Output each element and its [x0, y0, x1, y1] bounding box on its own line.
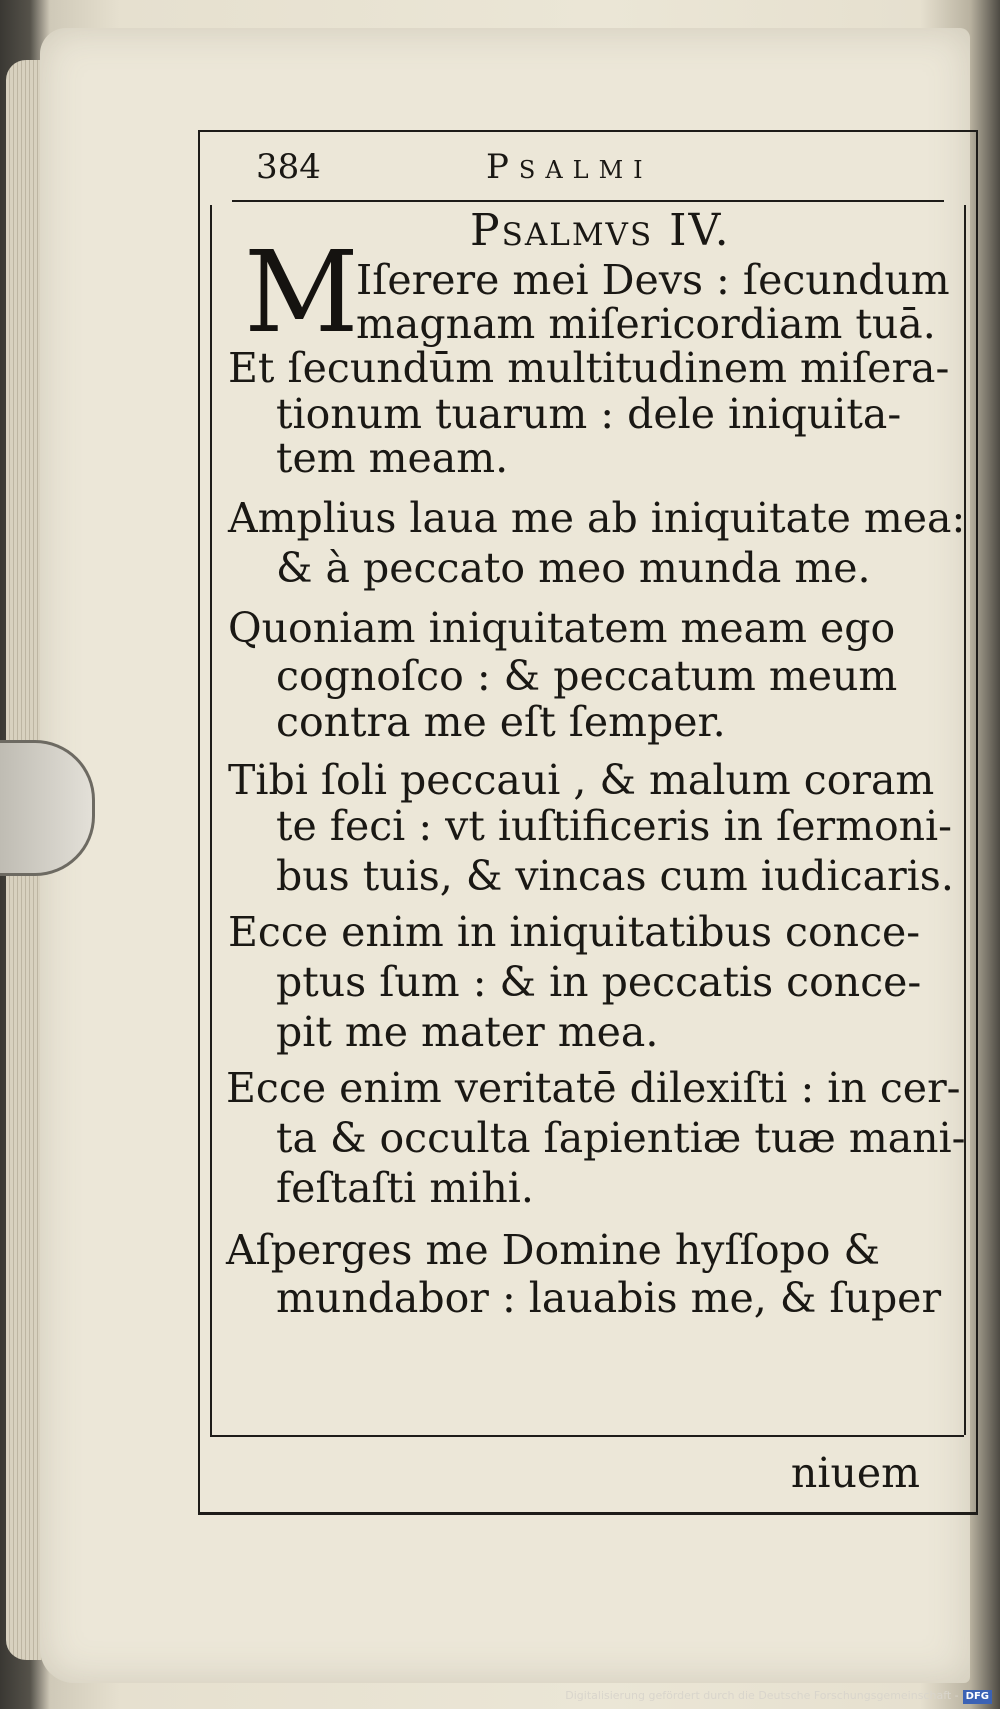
text-line: cognoſco : & peccatum meum — [276, 652, 898, 700]
dfg-logo: DFG — [963, 1690, 992, 1704]
text-line: Aſperges me Domine hyſſopo & — [226, 1226, 880, 1274]
footer-rule — [210, 1435, 964, 1437]
text-line: feſtaſti mihi. — [276, 1164, 534, 1212]
text-line: mundabor : lauabis me, & ſuper — [276, 1274, 942, 1322]
text-line: Tibi ſoli peccaui , & malum coram — [228, 756, 935, 804]
text-line: ptus ſum : & in peccatis conce- — [276, 958, 922, 1006]
text-line: Ecce enim veritatē dilexiſti : in cer- — [226, 1064, 961, 1112]
text-line: Iſerere mei Devs : ſecundum — [356, 256, 950, 304]
text-line: tionum tuarum : dele iniquita- — [276, 390, 902, 438]
running-title: Psalmi — [486, 147, 653, 187]
drop-capital: M — [244, 228, 359, 358]
text-line: Ecce enim in iniquitatibus conce- — [228, 908, 921, 956]
text-line: pit me mater mea. — [276, 1008, 659, 1056]
psalm-title: Psalmvs IV. — [470, 205, 731, 256]
catchword: niuem — [790, 1449, 920, 1497]
text-line: Quoniam iniquitatem meam ego — [228, 604, 896, 652]
header-rule — [232, 200, 944, 202]
text-line: ta & occulta ſapientiæ tuæ mani- — [276, 1114, 966, 1162]
digitization-credit — [560, 1687, 992, 1705]
text-line: te feci : vt iuſtificeris in ſermoni- — [276, 802, 952, 850]
text-line: bus tuis, & vincas cum iudicaris. — [276, 852, 954, 900]
text-line: Amplius laua me ab iniquitate mea: — [228, 494, 966, 542]
text-line: magnam miſericordiam tuā. — [356, 300, 936, 348]
text-line: tem meam. — [276, 434, 509, 482]
text-line: Et ſecundūm multitudinem miſera- — [228, 344, 950, 392]
page-number: 384 — [256, 147, 321, 187]
credit-text: Digitalisierung gefördert durch die Deutsche Forschungsgemeinschaft - — [565, 1689, 959, 1702]
text-line: contra me eſt ſemper. — [276, 698, 726, 746]
text-line: & à peccato meo munda me. — [276, 544, 871, 592]
